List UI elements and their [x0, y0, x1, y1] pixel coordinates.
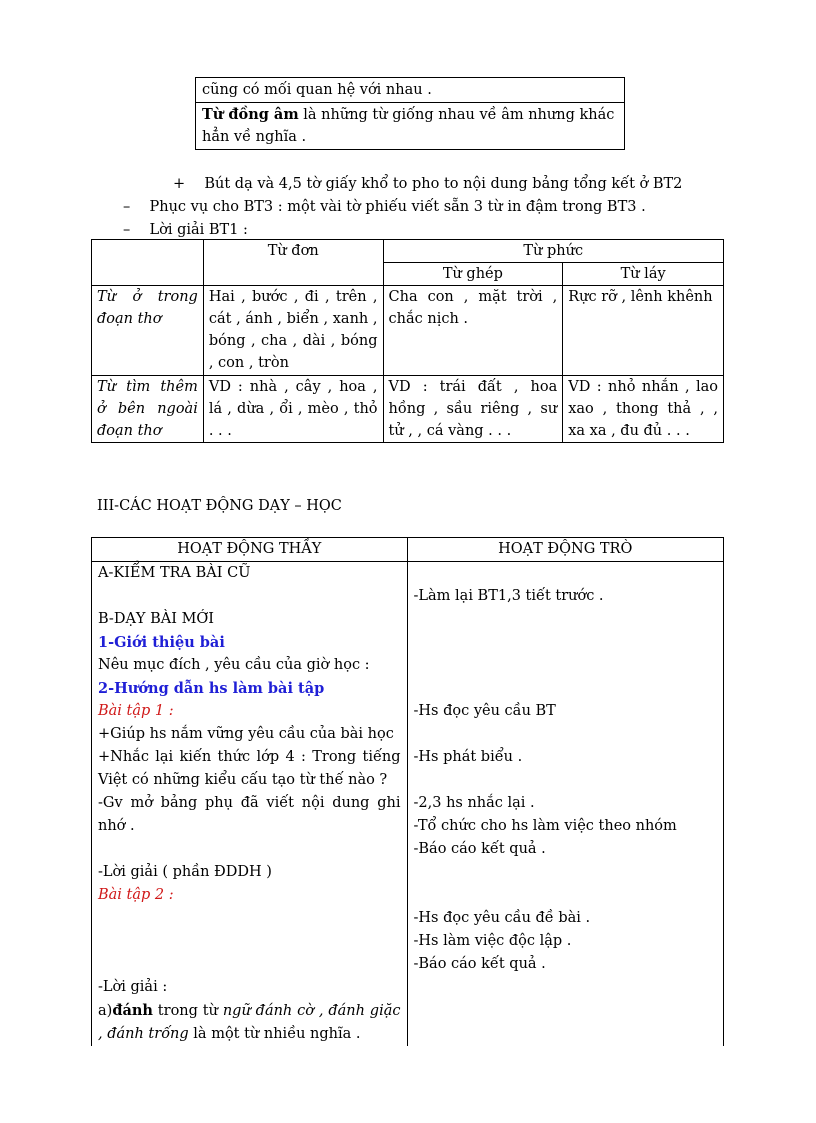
dash-marker: –	[123, 222, 131, 238]
definition-box	[195, 77, 625, 150]
word-classification-table	[91, 239, 724, 443]
bullet-dash-1-text: Phục vụ cho BT3 : một vài tờ phiếu viết sẵn 3 từ in đậm trong BT3 .	[149, 199, 646, 215]
student-line-2: -Hs đọc yêu cầu BT	[413, 703, 556, 719]
cell-tu-lay: VD : nhỏ nhắn , lao xao , thong thả , , xa xa , đu đủ . . .	[563, 376, 724, 443]
term-tu-dong-am: Từ đồng âm	[202, 106, 299, 123]
row-label: Từ ở trong đoạn thơ	[92, 286, 204, 376]
table-row	[92, 286, 724, 376]
bullet-plus	[173, 173, 682, 195]
section-b-title: B-DẠY BÀI MỚI	[98, 611, 215, 627]
intro-text: Nêu mục đích , yêu cầu của giờ học :	[98, 657, 370, 673]
student-line-5: -Tổ chức cho hs làm việc theo nhóm	[413, 818, 677, 834]
student-line-6: -Báo cáo kết quả .	[413, 841, 546, 857]
row-label: Từ tìm thêm ở bên ngoài đoạn thơ	[92, 376, 204, 443]
student-line-1: -Làm lại BT1,3 tiết trước .	[413, 588, 604, 604]
header-teacher: HOẠT ĐỘNG THẦY	[92, 538, 408, 562]
bullet-dash-2-text: Lời giải BT1 :	[149, 222, 248, 238]
student-line-7: -Hs đọc yêu cầu đề bài .	[413, 910, 591, 926]
guide-heading: 2-Hướng dẫn hs làm bài tập	[98, 680, 325, 697]
italic-examples: ngữ đánh cờ , đánh giặc , đánh trống	[98, 1003, 401, 1042]
activity-table	[91, 537, 724, 1046]
table-row	[92, 376, 724, 443]
student-line-3: -Hs phát biểu .	[413, 749, 523, 765]
student-line-9: -Báo cáo kết quả .	[413, 956, 546, 972]
dash-marker: –	[123, 199, 131, 215]
exercise-1-label: Bài tập 1 :	[98, 703, 174, 719]
section-a-title: A-KIỂM TRA BÀI CŨ	[98, 565, 251, 581]
header-tu-don: Từ đơn	[203, 240, 383, 286]
empty-corner-cell	[92, 240, 204, 286]
cell-tu-don: Hai , bước , đi , trên , cát , ánh , biển , xanh , bóng , cha , dài , bóng , con , tròn	[203, 286, 383, 376]
student-column	[407, 562, 724, 1047]
header-student: HOẠT ĐỘNG TRÒ	[407, 538, 724, 562]
bullet-dash-2	[123, 219, 248, 241]
student-line-8: -Hs làm việc độc lập .	[413, 933, 572, 949]
cell-tu-don: VD : nhà , cây , hoa , lá , dừa , ổi , mèo , thỏ . . .	[203, 376, 383, 443]
section-title: III-CÁC HOẠT ĐỘNG DẠY – HỌC	[97, 498, 342, 514]
item-prefix: a)	[98, 1003, 113, 1019]
intro-heading: 1-Giới thiệu bài	[98, 634, 225, 651]
definition-row-2	[196, 103, 625, 150]
exercise-2-answer: -Lời giải :	[98, 979, 168, 995]
exercise-1-answer: -Lời giải ( phần ĐDDH )	[98, 864, 272, 880]
teacher-column	[92, 562, 408, 1047]
exercise-1-line-3: -Gv mở bảng phụ đã viết nội dung ghi nhớ .	[98, 795, 401, 834]
definition-text: là những từ giống nhau về âm nhưng khác hẳn về nghĩa .	[202, 107, 615, 145]
header-tu-phuc: Từ phức	[383, 240, 723, 263]
cell-tu-lay: Rực rỡ , lênh khênh	[563, 286, 724, 376]
bullet-plus-text: Bút dạ và 4,5 tờ giấy khổ to pho to nội dung bảng tổng kết ở BT2	[204, 176, 683, 192]
plus-marker: +	[173, 176, 186, 192]
bullet-dash-1	[123, 196, 646, 218]
exercise-2-item-a	[98, 999, 401, 1046]
cell-tu-ghep: Cha con , mặt trời , chắc nịch .	[383, 286, 563, 376]
student-line-4: -2,3 hs nhắc lại .	[413, 795, 535, 811]
bold-word: đánh	[112, 1002, 153, 1019]
definition-row-1: cũng có mối quan hệ với nhau .	[196, 78, 625, 103]
item-text-end: là một từ nhiều nghĩa .	[188, 1026, 361, 1042]
item-text: trong từ	[152, 1003, 223, 1019]
header-tu-ghep: Từ ghép	[383, 263, 563, 286]
header-tu-lay: Từ láy	[563, 263, 724, 286]
exercise-1-line-2: +Nhắc lại kiến thức lớp 4 : Trong tiếng Việt có những kiểu cấu tạo từ thế nào ?	[98, 749, 401, 788]
cell-tu-ghep: VD : trái đất , hoa hồng , sầu riêng , sư tử , , cá vàng . . .	[383, 376, 563, 443]
exercise-1-line-1: +Giúp hs nắm vững yêu cầu của bài học	[98, 726, 394, 742]
exercise-2-label: Bài tập 2 :	[98, 887, 174, 903]
